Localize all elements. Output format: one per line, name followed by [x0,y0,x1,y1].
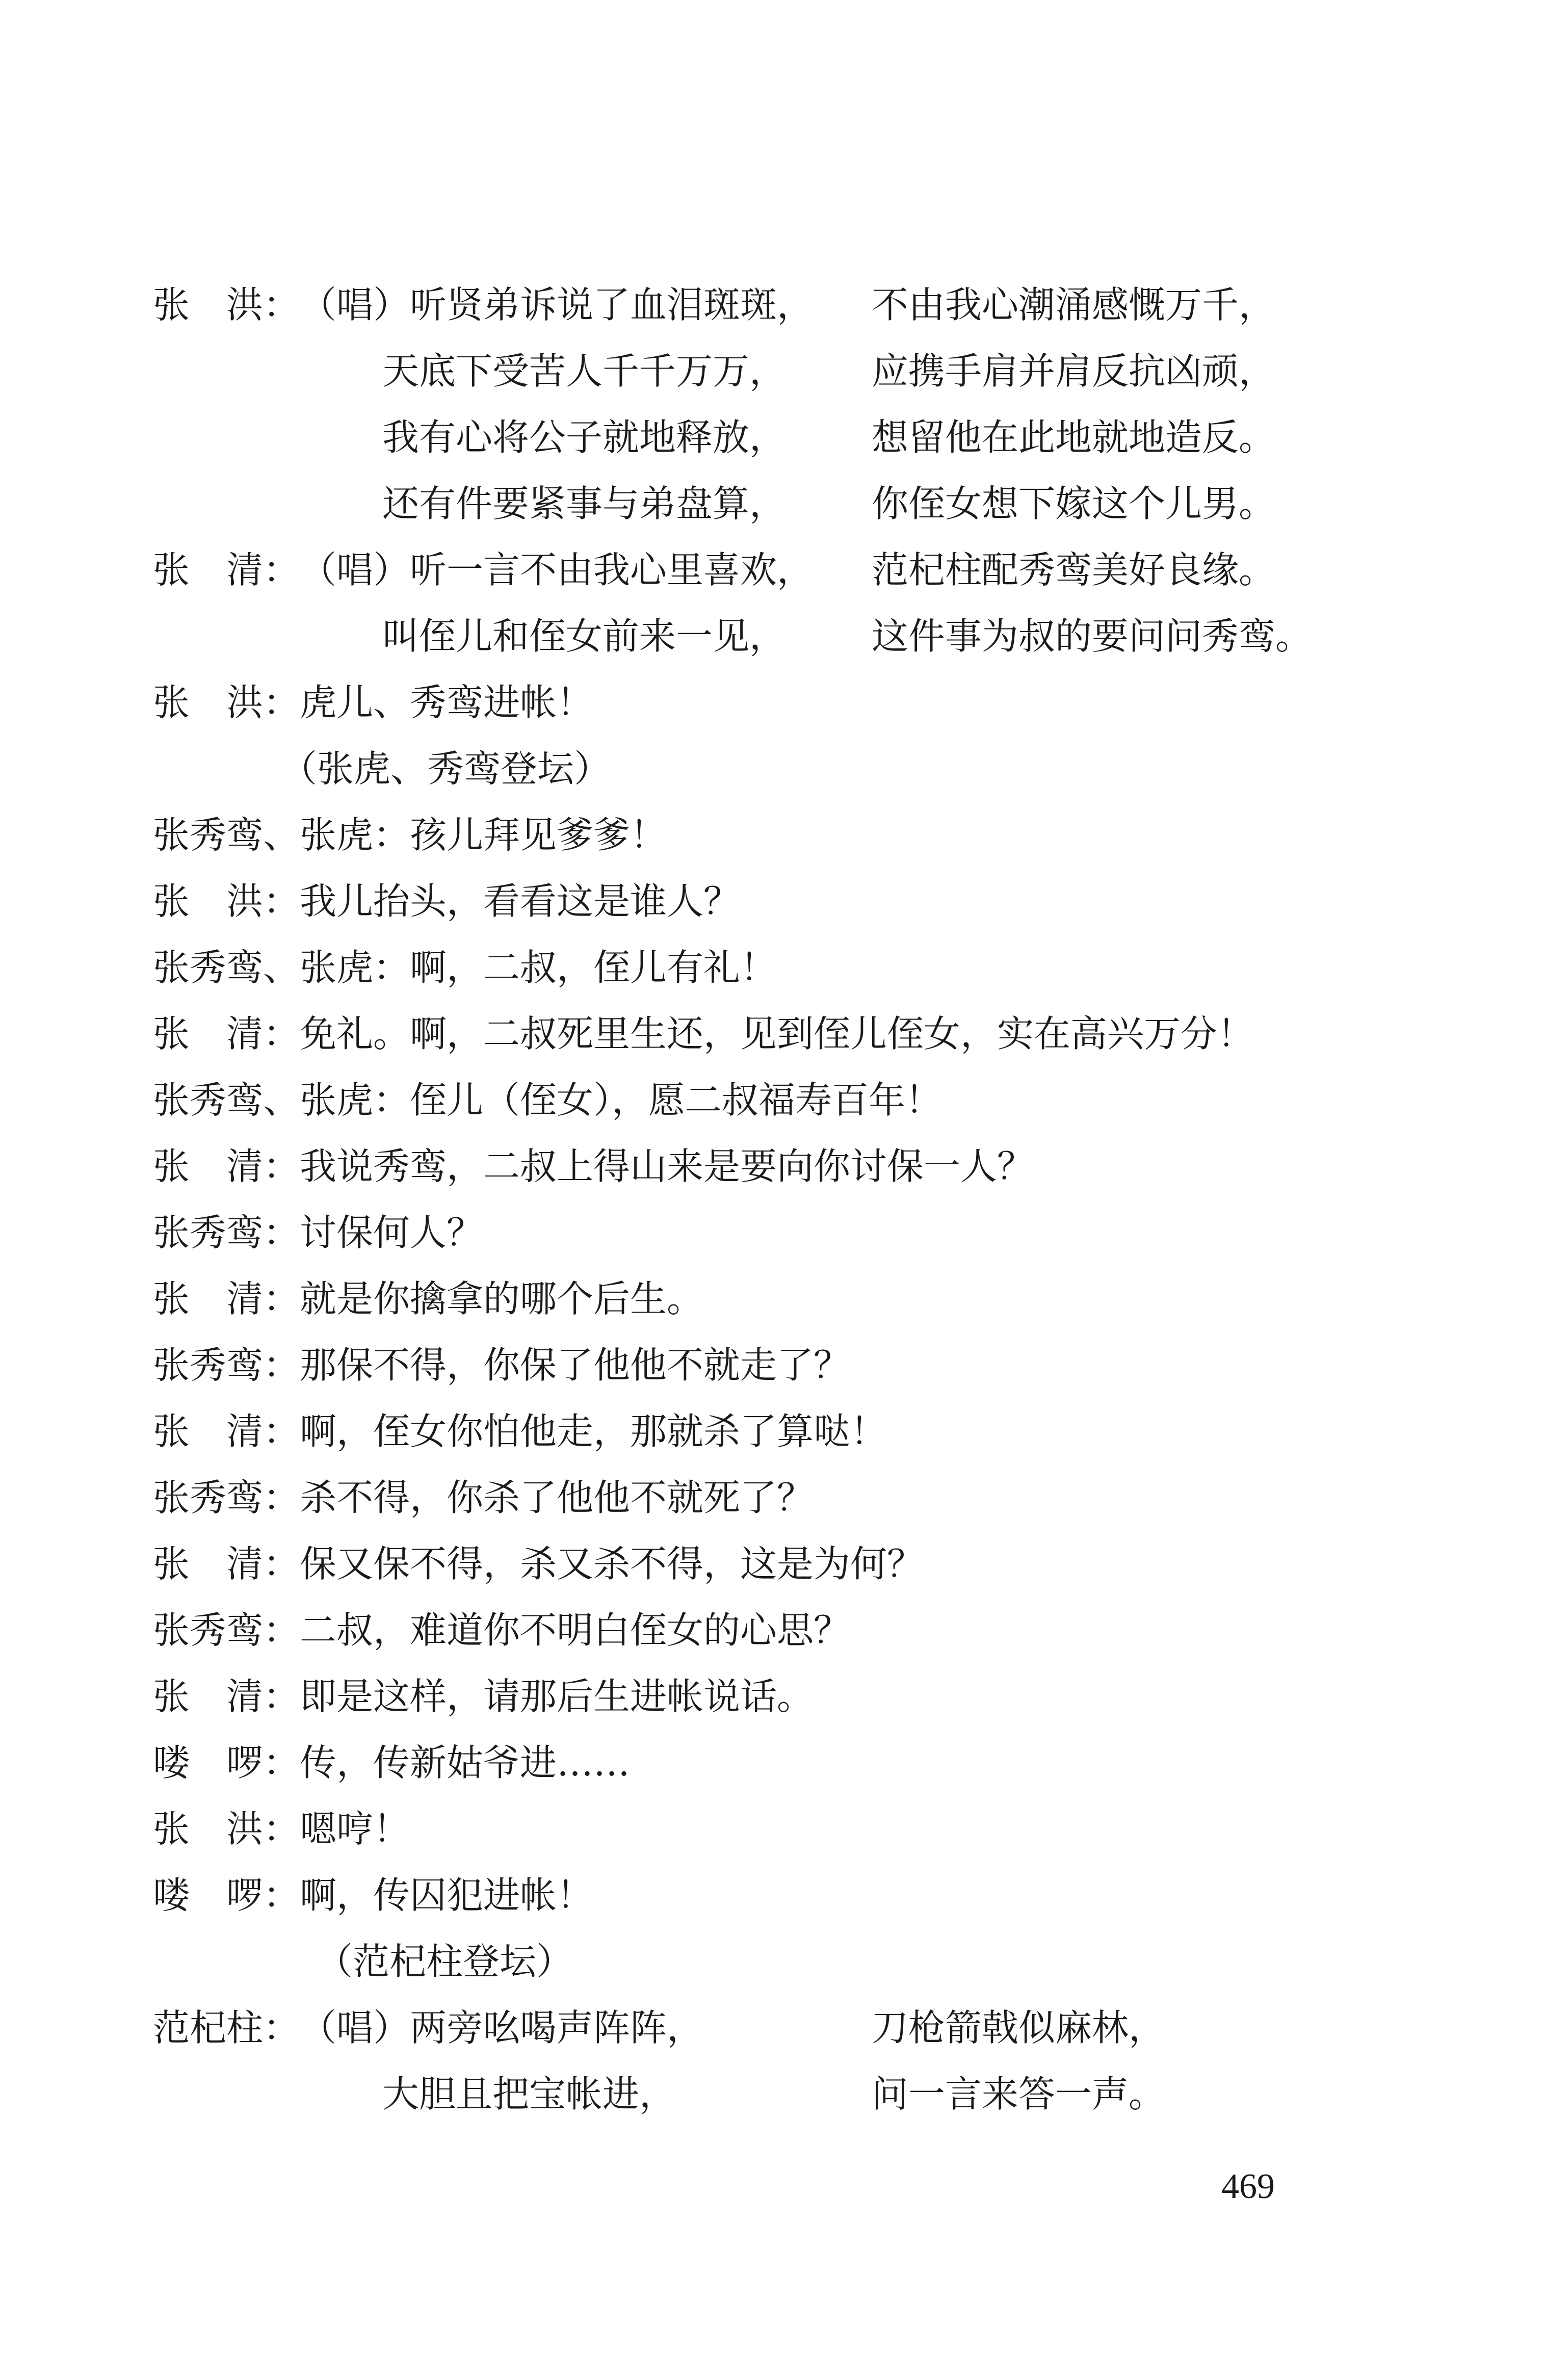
dialogue-line [153,1273,703,1324]
speaker: 张秀鸾、张虎 [153,946,374,989]
colon: ： [263,681,300,724]
dialogue-line [153,1406,887,1457]
speaker: 张秀鸾 [153,1609,264,1652]
speaker: 张秀鸾 [153,1211,264,1254]
dialogue-line [153,1075,942,1126]
line-text: 侄儿（侄女），愿二叔福寿百年！ [410,1079,942,1121]
speaker: 张 洪 [153,880,264,923]
dialogue-line [153,1671,814,1722]
colon: ： [263,1741,300,1784]
verse-second-half: 不由我心潮涌感慨万千， [872,283,1276,326]
speaker: 张 清 [153,548,264,591]
line-text: 保又保不得，杀又杀不得，这是为何？ [300,1542,924,1585]
line-text: （唱）听贤弟诉说了血泪斑斑， [300,283,814,326]
dialogue-line [153,1340,850,1391]
verse-second-half: 刀枪箭戟似麻林， [872,2006,1166,2049]
verse-second-half: 范杞柱配秀鸾美好良缘。 [872,548,1276,591]
colon: ： [263,548,300,591]
colon: ： [263,1145,300,1188]
colon: ： [263,1012,300,1055]
speaker: 张秀鸾 [153,1344,264,1387]
dialogue-line [153,1141,1034,1192]
speaker: 张 清 [153,1012,264,1055]
speaker: 张秀鸾 [153,1476,264,1519]
colon: ： [263,1211,300,1254]
speaker: 喽 啰 [153,1874,264,1917]
verse-second-half: 想留他在此地就地造反。 [872,416,1276,459]
verse-first-half: 还有件要紧事与弟盘算， [382,482,787,525]
speaker: 张 洪 [153,681,264,724]
colon: ： [263,283,300,326]
verse-second-half: 这件事为叔的要问问秀鸾。 [872,615,1313,658]
dialogue-line [153,544,1276,595]
verse-second-half: 你侄女想下嫁这个儿男。 [872,482,1276,525]
line-text: 那保不得，你保了他他不就走了？ [300,1344,851,1387]
dialogue-line [153,876,740,927]
verse-second-half: 应携手肩并肩反抗凶顽， [872,350,1276,393]
colon: ： [263,1344,300,1387]
colon: ： [263,1277,300,1320]
dialogue-line [153,677,593,728]
dialogue-line [153,1008,1254,1059]
dialogue-line [153,942,777,993]
line-text: 传，传新姑爷进…… [300,1741,631,1784]
speaker: 张 洪 [153,283,264,326]
verse-first-half: 叫侄儿和侄女前来一见， [382,615,787,658]
colon: ： [263,1675,300,1718]
speaker: 张 清 [153,1542,264,1585]
colon: ： [373,946,410,989]
line-text: 二叔，难道你不明白侄女的心思？ [300,1609,851,1652]
dialogue-line [153,809,667,860]
dialogue-line [153,1605,850,1656]
colon: ： [263,1476,300,1519]
line-text: 我儿抬头，看看这是谁人？ [300,880,741,923]
page-number: 469 [1221,2167,1275,2206]
dialogue-line [153,1472,814,1523]
colon: ： [263,1874,300,1917]
verse-first-half: 天底下受苦人千千万万， [382,350,787,393]
speaker: 范杞柱 [153,2006,264,2049]
stage-direction-text: （范杞柱登坛） [316,1940,573,1983]
line-text: 啊，传囚犯进帐！ [300,1874,594,1917]
colon: ： [263,1808,300,1850]
stage-direction-text: （张虎、秀鸾登坛） [280,747,611,790]
line-text: （唱）听一言不由我心里喜欢， [300,548,814,591]
colon: ： [263,1410,300,1453]
line-text: 啊，侄女你怕他走，那就杀了算哒！ [300,1410,887,1453]
verse-first-half: 我有心将公子就地释放， [382,416,787,459]
colon: ： [263,1609,300,1652]
verse-second-half: 问一言来答一声。 [872,2073,1166,2115]
colon: ： [263,1542,300,1585]
line-text: 就是你擒拿的哪个后生。 [300,1277,704,1320]
dialogue-line [153,1803,410,1854]
line-text: 讨保何人？ [300,1211,484,1254]
speaker: 张秀鸾、张虎 [153,1079,374,1121]
line-text: 嗯哼！ [300,1808,410,1850]
line-text: 免礼。啊，二叔死里生还，见到侄儿侄女，实在高兴万分！ [300,1012,1254,1055]
line-text: 啊，二叔，侄儿有礼！ [410,946,777,989]
line-text: 杀不得，你杀了他他不就死了？ [300,1476,814,1519]
colon: ： [263,2006,300,2049]
verse-first-half: 大胆且把宝帐进， [382,2073,676,2115]
speaker: 张 清 [153,1277,264,1320]
line-text: （唱）两旁吆喝声阵阵， [300,2006,704,2049]
speaker: 张 清 [153,1410,264,1453]
speaker: 张秀鸾、张虎 [153,814,374,856]
speaker: 张 清 [153,1675,264,1718]
dialogue-line [153,1737,630,1788]
line-text: 虎儿、秀鸾进帐！ [300,681,594,724]
speaker: 喽 啰 [153,1741,264,1784]
line-text: 孩儿拜见爹爹！ [410,814,667,856]
dialogue-line [153,2002,1166,2053]
dialogue-line [153,1538,924,1589]
speaker: 张 清 [153,1145,264,1188]
dialogue-line [153,279,1276,330]
speaker: 张 洪 [153,1808,264,1850]
dialogue-line [153,1207,483,1258]
colon: ： [263,880,300,923]
line-text: 我说秀鸾，二叔上得山来是要向你讨保一人？ [300,1145,1034,1188]
line-text: 即是这样，请那后生进帐说话。 [300,1675,814,1718]
colon: ： [373,814,410,856]
colon: ： [373,1079,410,1121]
dialogue-line [153,1870,593,1921]
